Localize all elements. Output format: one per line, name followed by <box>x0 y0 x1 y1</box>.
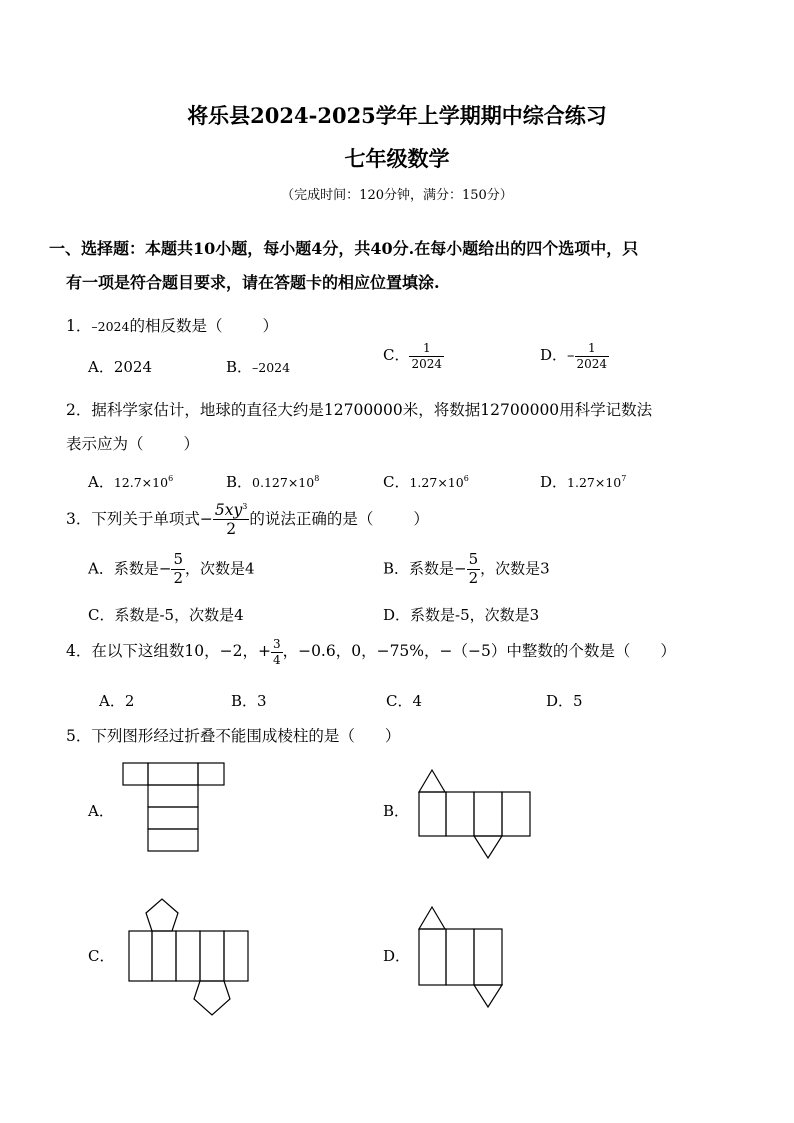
q4-option-c[interactable]: C．4 <box>386 692 423 710</box>
net-face <box>194 981 230 1015</box>
question-2 <box>66 398 652 420</box>
net-face <box>446 792 474 836</box>
q2-option-d[interactable]: D．$1.27\times 10^7$ <box>540 473 627 491</box>
page-subtitle: 七年级数学 <box>344 146 450 171</box>
net-face <box>146 899 178 931</box>
net-face <box>419 929 446 985</box>
q4-option-b[interactable]: B．3 <box>231 692 267 710</box>
question-1 <box>66 314 278 336</box>
net-face <box>224 931 248 981</box>
section-heading-line1: 一、选择题：本题共10小题，每小题4分，共40分.在每小题给出的四个选项中，只 <box>49 239 639 258</box>
q1-option-a[interactable] <box>88 356 152 377</box>
option-label: A． <box>88 358 114 376</box>
option-label: A． <box>88 559 114 578</box>
net-face <box>419 770 445 792</box>
q2-text-line1: 据科学家估计，地球的直径大约是12700000米，将数据12700000用科学记数法 <box>91 401 653 419</box>
net-face <box>148 807 198 829</box>
q2-option-b[interactable]: B．$0.127\times 10^8$ <box>226 473 320 491</box>
net-face <box>502 792 530 836</box>
q1-text: 的相反数是（ <box>129 317 223 335</box>
net-face <box>474 836 502 858</box>
fraction: $\frac{1}{2024}$ <box>576 341 608 371</box>
q5-option-d-net[interactable] <box>418 905 506 1011</box>
net-face <box>148 829 198 851</box>
option-label: B． <box>383 559 410 578</box>
q5-option-a-label[interactable]: A． <box>88 802 114 820</box>
q3-option-d[interactable]: D．系数是-5，次数是3 <box>383 606 540 624</box>
option-label: D． <box>540 346 568 365</box>
monomial-fraction: $\frac{5xy^3}{2}$ <box>214 501 248 539</box>
q3-option-b[interactable]: B．系数是− $\frac{5}{2}$ ，次数是3 <box>383 550 550 587</box>
q5-option-c-net[interactable] <box>128 893 252 1021</box>
question-number: 3． <box>66 509 92 528</box>
question-number: 5． <box>66 727 92 745</box>
net-face <box>446 929 474 985</box>
net-face <box>123 763 148 785</box>
q5-option-d-label[interactable]: D． <box>383 947 411 965</box>
net-face <box>198 763 224 785</box>
exam-info: （完成时间：120分钟，满分：150分） <box>281 188 513 203</box>
question-3: 3．下列关于单项式− $\frac{5xy^3}{2}$ 的说法正确的是（ ） <box>66 501 429 539</box>
question-5: 5．下列图形经过折叠不能围成棱柱的是（ ） <box>66 727 401 745</box>
option-label: A． <box>99 692 125 710</box>
option-value: 2024 <box>113 358 153 376</box>
page-title: 将乐县2024-2025学年上学期期中综合练习 <box>187 103 607 128</box>
fraction: $\frac{3}{4}$ <box>272 637 281 667</box>
question-2-line2 <box>66 432 199 454</box>
net-face <box>152 931 176 981</box>
question-number: 2． <box>66 401 92 419</box>
option-label: D． <box>383 606 411 624</box>
option-label: D． <box>540 473 568 491</box>
option-label: D． <box>546 692 574 710</box>
question-4: 4．在以下这组数10，−2，+ $\frac{3}{4}$ ，−0.6，0，−75%，−（−5）中整数的个数是（ ） <box>66 637 676 667</box>
q1-value: –2024 <box>91 319 130 334</box>
question-number: 4． <box>66 642 92 661</box>
net-face <box>474 792 502 836</box>
option-label: B． <box>231 692 258 710</box>
option-label: C． <box>383 346 410 365</box>
net-face <box>148 763 198 785</box>
net-face <box>474 929 502 985</box>
q1-option-c[interactable] <box>383 342 444 370</box>
q2-option-c[interactable]: C．$1.27\times 10^6$ <box>383 473 469 491</box>
q1-option-d[interactable] <box>540 342 609 370</box>
net-face <box>148 785 198 807</box>
q4-option-a[interactable]: A．2 <box>99 692 135 710</box>
fraction: $\frac{5}{2}$ <box>173 550 183 587</box>
q2-close-paren: ） <box>183 435 200 453</box>
q2-text-line2: 表示应为（ <box>66 435 144 453</box>
q1-close-paren: ） <box>262 317 278 335</box>
net-face <box>200 931 224 981</box>
q1-option-b[interactable] <box>226 356 290 377</box>
option-label: B． <box>226 473 253 491</box>
question-number: 1． <box>66 317 92 335</box>
q3-option-c[interactable]: C．系数是-5，次数是4 <box>88 606 244 624</box>
option-label: C． <box>386 692 413 710</box>
q5-option-b-net[interactable] <box>418 766 532 862</box>
option-value: –2024 <box>252 360 291 375</box>
fraction: $\frac{1}{2024}$ <box>411 341 443 371</box>
minus-sign: – <box>567 346 575 365</box>
q4-option-d[interactable]: D．5 <box>546 692 583 710</box>
q5-option-b-label[interactable]: B． <box>383 802 410 820</box>
net-face <box>474 985 502 1007</box>
q2-option-a[interactable]: A．$12.7\times 10^6$ <box>88 473 174 491</box>
option-label: C． <box>88 606 115 624</box>
q5-option-a-net[interactable] <box>122 762 226 854</box>
net-face <box>419 907 445 929</box>
section-heading-line2: 有一项是符合题目要求，请在答题卡的相应位置填涂. <box>66 273 440 292</box>
option-label: C． <box>383 473 410 491</box>
net-face <box>419 792 446 836</box>
q5-option-c-label[interactable]: C． <box>88 947 115 965</box>
fraction: $\frac{5}{2}$ <box>468 550 479 587</box>
option-label: B． <box>226 358 253 376</box>
net-face <box>176 931 200 981</box>
option-label: A． <box>88 473 114 491</box>
q3-option-a[interactable]: A．系数是− $\frac{5}{2}$ ，次数是4 <box>88 550 255 587</box>
net-face <box>129 931 152 981</box>
